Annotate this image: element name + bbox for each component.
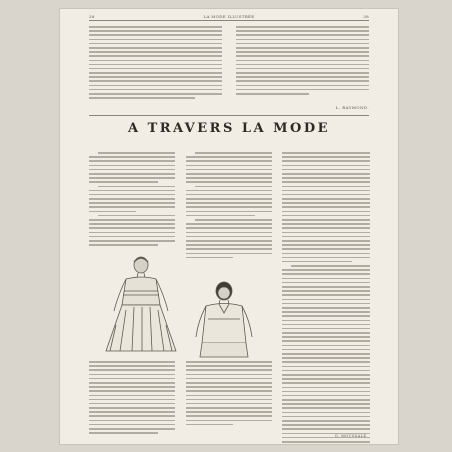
article-signature: L. RAYMOND. [335, 105, 369, 110]
top-article-column-left [89, 26, 222, 101]
column-2-text-top [186, 152, 272, 261]
fashion-illustration-middle [184, 279, 264, 359]
column-1-text-bottom [89, 361, 175, 436]
publication-title: LA MODE ILLUSTRÉE [203, 14, 255, 19]
column-2-text-bottom [186, 361, 272, 428]
header-rule [89, 20, 369, 21]
page-number-left: 38 [89, 14, 95, 19]
column-3-text [282, 152, 370, 444]
section-heading: A TRAVERS LA MODE [127, 121, 331, 136]
section-divider [89, 115, 369, 116]
top-article-column-right [236, 26, 369, 97]
page-number-right: 38 [363, 14, 369, 19]
magazine-page [60, 9, 398, 444]
column-1-text-top [89, 152, 175, 248]
fashion-illustration-left [96, 255, 182, 355]
article-author: G. MOUSSALE. [334, 434, 368, 438]
